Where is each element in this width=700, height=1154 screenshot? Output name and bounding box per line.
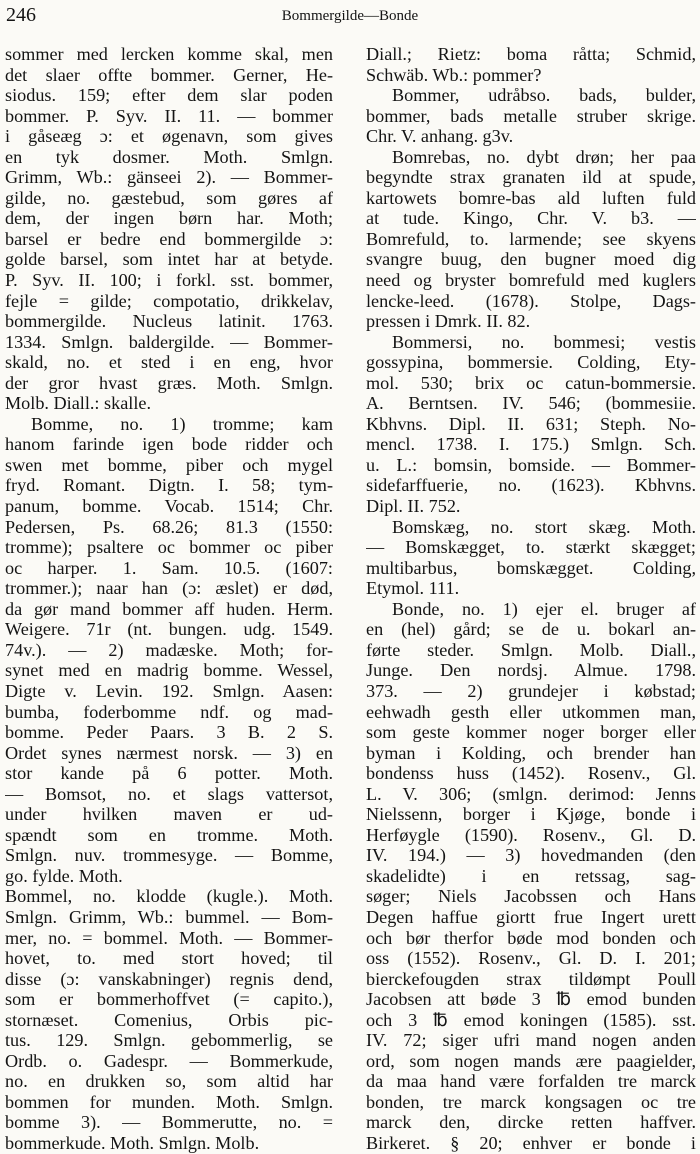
text-line: — Bomsot, no. et slags vattersot,	[5, 783, 333, 804]
text-line: Junge. Den nordsj. Almue. 1798.	[366, 660, 696, 681]
text-line: sidefarffuerie, no. (1623). Kbhvns.	[366, 475, 696, 496]
text-line: Degen haffue giortt frue Ingert urett	[366, 906, 696, 927]
text-line: bommerkude. Moth. Smlgn. Molb.	[5, 1132, 260, 1153]
text-line: svangre buug, den bugner moed dig	[366, 249, 696, 270]
text-line: stornæset. Comenius, Orbis pic-	[5, 1009, 333, 1030]
text-line: kartowets bomre-bas ald luften fuld	[366, 187, 696, 208]
right-column	[366, 44, 696, 1154]
text-line: Grimm, Wb.: gänseei 2). — Bommer-	[5, 167, 333, 188]
text-line: spændt som en tromme. Moth.	[5, 824, 333, 845]
text-line: Bommersi, no. bommesi; vestis	[392, 331, 696, 352]
left-column	[5, 44, 333, 1154]
text-line: fejle = gilde; compotatio, drikkelav,	[5, 290, 333, 311]
text-line: søger; Niels Jacobssen och Hans	[366, 886, 696, 907]
running-head: Bommergilde—Bonde	[281, 8, 419, 24]
text-line: fryd. Romant. Digtn. I. 58; tym-	[5, 475, 333, 496]
text-line: som er bommerhoffvet (= capito.),	[5, 989, 333, 1010]
text-line: bomme 3). — Bommerutte, no. =	[5, 1112, 333, 1133]
text-line: disse (ɔ: vanskabninger) regnis dend,	[5, 968, 333, 989]
text-line: Diall.; Rietz: boma råtta; Schmid,	[366, 44, 696, 64]
page-header	[0, 0, 700, 30]
text-line: bommergilde. Nucleus latinit. 1763.	[5, 311, 333, 332]
text-line: eehwadh gesth eller utkommen man,	[366, 701, 696, 722]
text-line: hanom farinde igen bode ridder och	[5, 434, 333, 455]
text-line: dem, der ingen børn har. Moth;	[5, 208, 333, 229]
text-line: Dipl. II. 752.	[366, 496, 461, 517]
text-line: der gror hvast græs. Moth. Smlgn.	[5, 372, 333, 393]
text-line: stor kande på 6 potter. Moth.	[5, 763, 333, 784]
text-line: Pedersen, Ps. 68.26; 81.3 (1550:	[5, 516, 333, 537]
text-line: Nielssenn, borger i Kjøge, bonde i	[366, 804, 696, 825]
text-line: bommer. P. Syv. II. 11. — bommer	[5, 105, 333, 126]
text-line: skald, no. et sted i en eng, hvor	[5, 352, 333, 373]
text-line: under hvilken maven er ud-	[5, 804, 333, 825]
text-line: Weigere. 71r (nt. bungen. udg. 1549.	[5, 619, 333, 640]
text-line: gilde, no. gæstebud, som gøres af	[5, 187, 333, 208]
text-line: Bomrefuld, to. larmende; see skyens	[366, 228, 696, 249]
text-line: begyndte strax granaten ild at spude,	[366, 167, 696, 188]
text-line: 373. — 2) grundejer i købstad;	[366, 680, 696, 701]
text-line: en tyk dosmer. Moth. Smlgn.	[5, 146, 333, 167]
text-line: Smlgn. Grimm, Wb.: bummel. — Bom-	[5, 906, 333, 927]
text-line: en (hel) gård; se de u. bokarl an-	[366, 619, 696, 640]
text-line: och 3 ℔ emod koningen (1585). sst.	[366, 1009, 696, 1030]
text-line: IV. 194.) — 3) hovedmanden (den	[366, 845, 696, 866]
text-line: Schwäb. Wb.: pommer?	[366, 64, 542, 85]
text-line: Birkeret. § 20; enhver er bonde i	[366, 1132, 696, 1153]
text-line: førte steder. Smlgn. Molb. Diall.,	[366, 639, 696, 660]
text-line: at tude. Kingo, Chr. V. b3. —	[366, 208, 696, 229]
text-line: bonden, tre marck kongsagen oc tre	[366, 1091, 696, 1112]
text-line: sommer med lercken komme skal, men	[5, 44, 333, 64]
text-line: Herføygle (1590). Rosenv., Gl. D.	[366, 824, 696, 845]
page-number: 246	[6, 4, 36, 26]
text-line: Ordet synes nærmest norsk. — 3) en	[5, 742, 333, 763]
column-divider	[350, 44, 351, 1104]
text-line: da gør mand bommer aff huden. Herm.	[5, 598, 333, 619]
text-line: go. fylde. Moth.	[5, 865, 123, 886]
text-line: Jacobsen att bøde 3 ℔ emod bunden	[366, 989, 696, 1010]
text-line: tus. 129. Smlgn. gebommerlig, se	[5, 1030, 333, 1051]
text-line: det slaer offte bommer. Gerner, He-	[5, 64, 333, 85]
text-line: golde barsel, som intet har at betyde.	[5, 249, 333, 270]
text-line: siodus. 159; efter dem slar poden	[5, 85, 333, 106]
text-line: trommer.); naar han (ɔ: æslet) er død,	[5, 578, 333, 599]
text-line: P. Syv. II. 100; i forkl. sst. bommer,	[5, 270, 333, 291]
text-line: barsel er bedre end bommergilde ɔ:	[5, 228, 333, 249]
text-line: Chr. V. anhang. g3v.	[366, 126, 514, 147]
text-line: i gåseæg ɔ: et øgenavn, som gives	[5, 126, 333, 147]
text-line: Bomrebas, no. dybt drøn; her paa	[392, 146, 696, 167]
text-line: och bør therfor bøde mod bonden och	[366, 927, 696, 948]
text-line: bommer, bads metalle struber skrige.	[366, 105, 696, 126]
text-line: Bommer, udråbso. bads, bulder,	[392, 85, 696, 106]
text-line: hovet, to. med stort hoved; til	[5, 948, 333, 969]
text-line: bierckefougden strax tildømpt Poull	[366, 968, 696, 989]
text-line: pressen i Dmrk. II. 82.	[366, 311, 531, 332]
text-line: mencl. 1738. I. 175.) Smlgn. Sch.	[366, 434, 696, 455]
text-line: Molb. Diall.: skalle.	[5, 393, 151, 414]
text-line: ord, som nogen mands ære paagielder,	[366, 1050, 696, 1071]
text-line: tromme); psaltere oc bommer oc piber	[5, 537, 333, 558]
text-line: u. L.: bomsin, bomside. — Bommer-	[366, 454, 696, 475]
text-line: oss (1552). Rosenv., Gl. D. I. 201;	[366, 948, 696, 969]
text-line: marck den, dircke retten haffver.	[366, 1112, 696, 1133]
text-line: mol. 530; brix oc catun-bommersie.	[366, 372, 696, 393]
text-line: Etymol. 111.	[366, 578, 460, 599]
text-line: Bomskæg, no. stort skæg. Moth.	[392, 516, 696, 537]
text-line: bondenss huss (1452). Rosenv., Gl.	[366, 763, 696, 784]
text-line: Digte v. Levin. 192. Smlgn. Aasen:	[5, 680, 333, 701]
text-line: Kbhvns. Dipl. II. 631; Steph. No-	[366, 413, 696, 434]
text-line: mer, no. = bommel. Moth. — Bommer-	[5, 927, 333, 948]
text-line: som geste kommer noger borger eller	[366, 722, 696, 743]
text-line: Bommel, no. klodde (kugle.). Moth.	[5, 886, 333, 907]
text-line: Ordb. o. Gadespr. — Bommerkude,	[5, 1050, 333, 1071]
text-line: A. Berntsen. IV. 546; (bommesiie.	[366, 393, 696, 414]
text-line: Bomme, no. 1) tromme; kam	[31, 413, 333, 434]
text-line: L. V. 306; (smlgn. derimod: Jenns	[366, 783, 696, 804]
text-line: synet med en madrig bomme. Wessel,	[5, 660, 333, 681]
text-line: oc harper. 1. Sam. 10.5. (1607:	[5, 557, 333, 578]
text-line: bumba, foderbomme ndf. og mad-	[5, 701, 333, 722]
text-line: gossypina, bommersie. Colding, Ety-	[366, 352, 696, 373]
text-line: skadelidte) i en retssag, sag-	[366, 865, 696, 886]
text-line: Bonde, no. 1) ejer el. bruger af	[392, 598, 696, 619]
text-line: multibarbus, bomskægget. Colding,	[366, 557, 696, 578]
text-line: 74v.). — 2) madæske. Moth; for-	[5, 639, 333, 660]
text-line: byman i Kolding, och brender han	[366, 742, 696, 763]
text-line: bommen for munden. Moth. Smlgn.	[5, 1091, 333, 1112]
text-line: Smlgn. nuv. trommesyge. — Bomme,	[5, 845, 333, 866]
text-line: need og bryster bomrefuld med kuglers	[366, 270, 696, 291]
text-line: — Bomskægget, to. stærkt skægget;	[366, 537, 696, 558]
text-line: bomme. Peder Paars. 3 B. 2 S.	[5, 722, 333, 743]
text-line: 1334. Smlgn. baldergilde. — Bommer-	[5, 331, 333, 352]
text-line: IV. 72; siger ufri mand nogen anden	[366, 1030, 696, 1051]
text-line: da maa hand være forfalden tre marck	[366, 1071, 696, 1092]
text-line: no. en drukken so, som altid har	[5, 1071, 333, 1092]
text-line: swen met bomme, piber och mygel	[5, 454, 333, 475]
text-line: panum, bomme. Vocab. 1514; Chr.	[5, 496, 333, 517]
text-line: lencke-leed. (1678). Stolpe, Dags-	[366, 290, 696, 311]
